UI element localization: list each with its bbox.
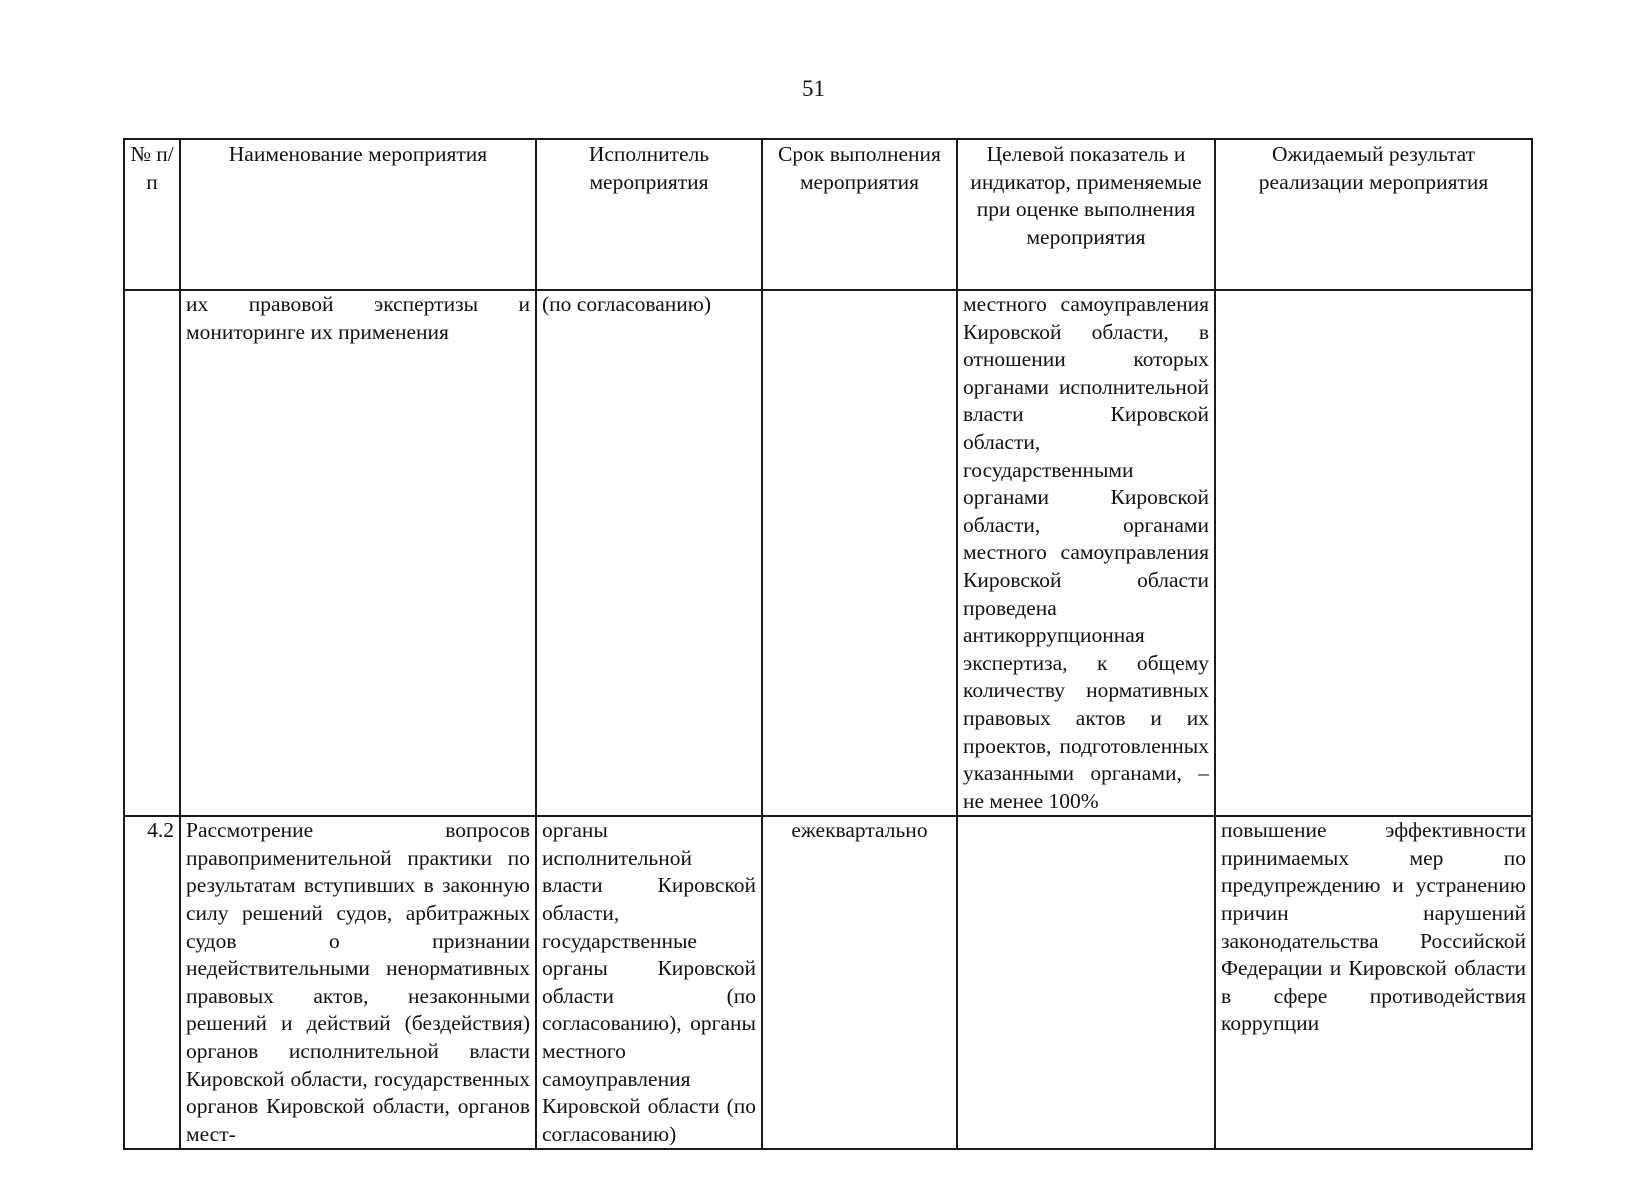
cell-name: Рассмотрение вопросов правоприменительной практики по результатам вступивших в законную силу решений судов, арбитражных судов о признании недействительными ненормативных правовых актов, незаконными решений и действий (бездействия) органов исполнительной власти Кировской области, государственных органов Кировской области, органов мест- bbox=[180, 816, 536, 1149]
header-executor: Исполнитель мероприятия bbox=[536, 139, 762, 290]
cell-result: повышение эффективности принимаемых мер по предупреждению и устранению причин нарушений законодательства Российской Федерации и Кировской области в сфере противодействия коррупции bbox=[1215, 816, 1532, 1149]
measures-table bbox=[123, 138, 1533, 1150]
cell-executor: (по согласованию) bbox=[536, 290, 762, 816]
cell-num bbox=[124, 290, 180, 816]
page-number: 51 bbox=[802, 76, 825, 101]
header-indicator: Целевой показатель и индикатор, применяемые при оценке выполнения мероприятия bbox=[957, 139, 1215, 290]
table-row bbox=[124, 290, 1532, 816]
cell-deadline: ежеквартально bbox=[762, 816, 957, 1149]
cell-deadline bbox=[762, 290, 957, 816]
cell-name: их правовой экспертизы и мониторинге их применения bbox=[180, 290, 536, 816]
cell-num: 4.2 bbox=[124, 816, 180, 1149]
header-deadline: Срок выполнения мероприятия bbox=[762, 139, 957, 290]
cell-executor: органы исполнительной власти Кировской области, государственные органы Кировской области (по согласованию), органы местного самоуправления Кировской области (по согласованию) bbox=[536, 816, 762, 1149]
header-name: Наименование мероприятия bbox=[180, 139, 536, 290]
header-num: № п/п bbox=[124, 139, 180, 290]
cell-result bbox=[1215, 290, 1532, 816]
header-result: Ожидаемый результат реализации мероприятия bbox=[1215, 139, 1532, 290]
cell-indicator: местного самоуправления Кировской области, в отношении которых органами исполнительной власти Кировской области, государственными органами Кировской области, органами местного самоуправления Кировской области проведена антикоррупционная экспертиза, к общему количеству нормативных правовых актов и их проектов, подготовленных указанными органами, – не менее 100% bbox=[957, 290, 1215, 816]
table-header-row bbox=[124, 139, 1532, 290]
table-row bbox=[124, 816, 1532, 1149]
cell-indicator bbox=[957, 816, 1215, 1149]
